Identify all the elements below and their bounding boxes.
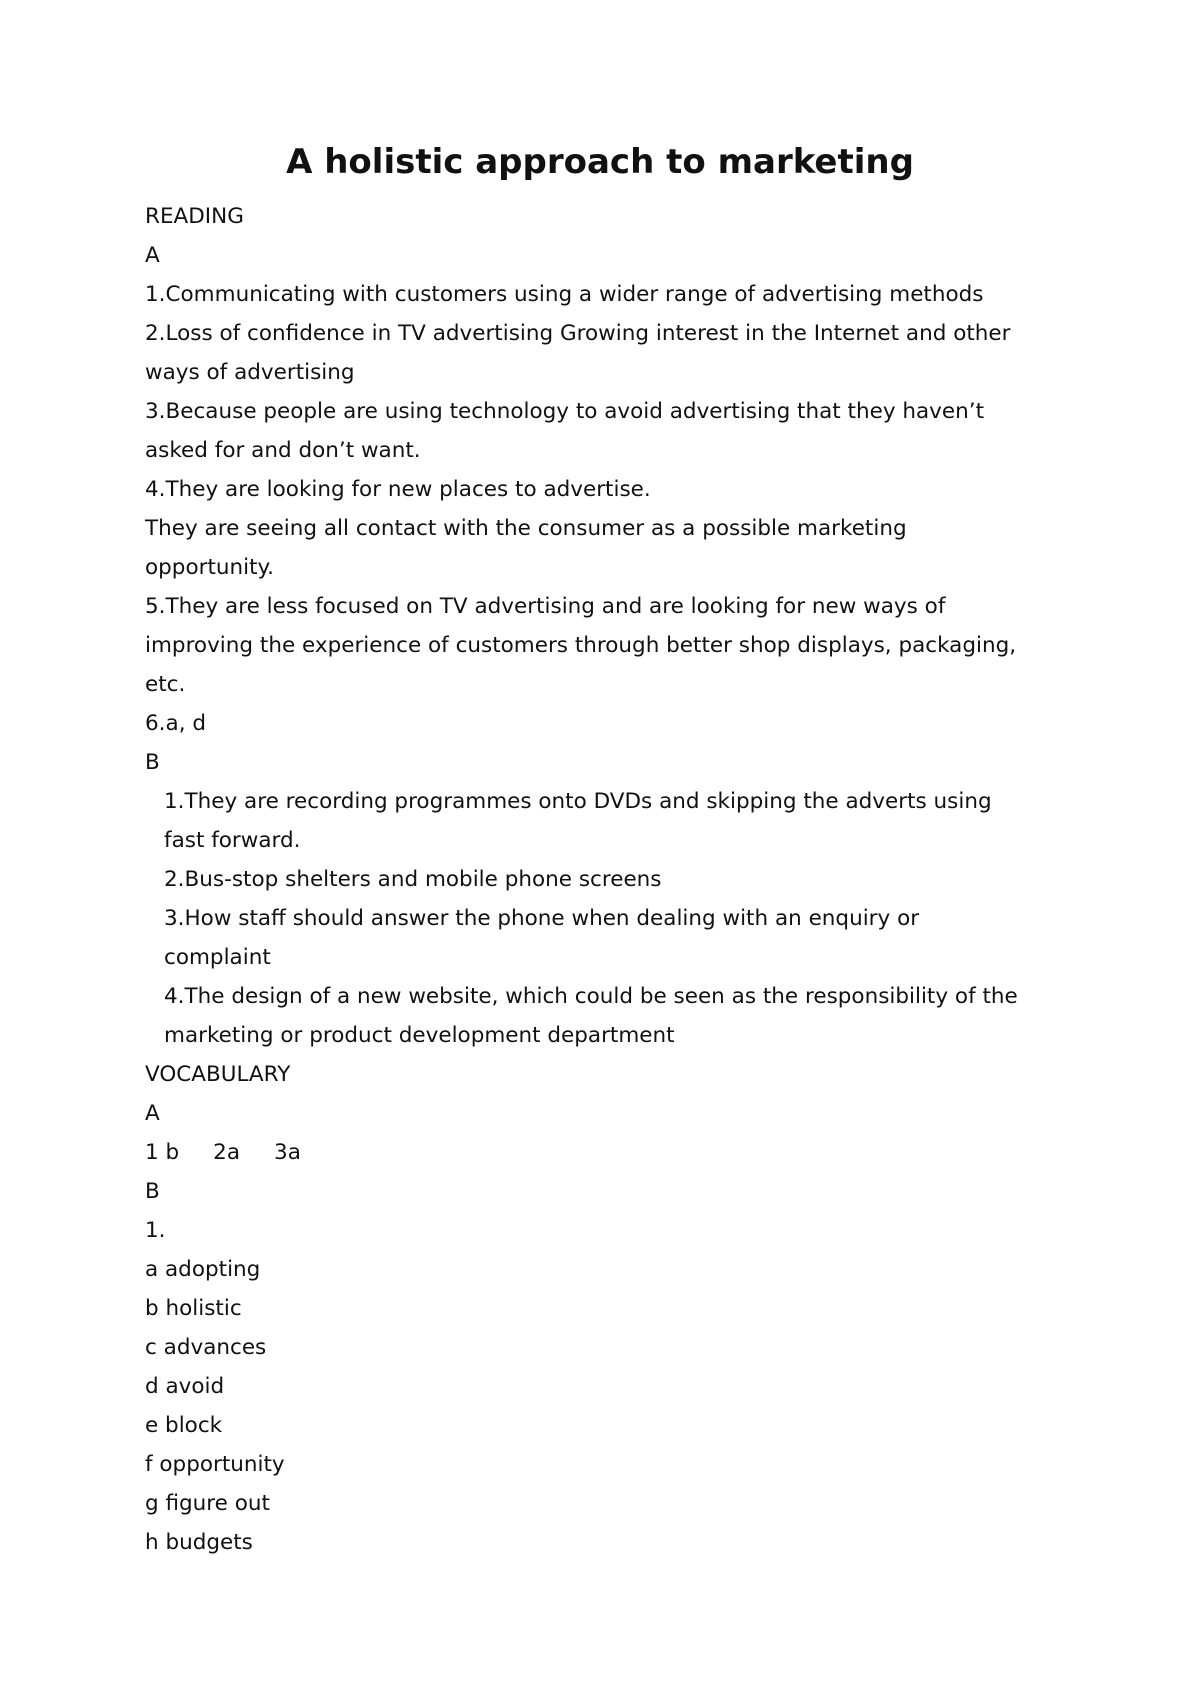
- vocabulary-b-item: h budgets: [145, 1530, 253, 1555]
- reading-section-a-label: A: [145, 243, 160, 268]
- reading-b-line: 1.They are recording programmes onto DVDs and skipping the adverts using: [164, 789, 992, 814]
- document-body: [145, 197, 1065, 1562]
- vocabulary-b-number: 1.: [145, 1218, 166, 1243]
- vocabulary-a-answer: 1 b: [145, 1140, 180, 1165]
- reading-section-b-label: B: [145, 750, 160, 775]
- vocabulary-b-item: g figure out: [145, 1491, 270, 1516]
- reading-b-line: complaint: [164, 945, 271, 970]
- vocabulary-b-item: e block: [145, 1413, 223, 1438]
- reading-heading: READING: [145, 204, 244, 229]
- reading-a-line: 1.Communicating with customers using a wider range of advertising methods: [145, 282, 984, 307]
- reading-b-line: marketing or product development department: [164, 1023, 675, 1048]
- vocabulary-a-answer: 2a: [213, 1140, 241, 1165]
- reading-a-line: etc.: [145, 672, 186, 697]
- vocabulary-section-b-label: B: [145, 1179, 160, 1204]
- reading-a-line: 2.Loss of confidence in TV advertising Growing interest in the Internet and other: [145, 321, 1011, 346]
- vocabulary-b-item: c advances: [145, 1335, 267, 1360]
- reading-b-line: 3.How staff should answer the phone when dealing with an enquiry or: [164, 906, 920, 931]
- vocabulary-a-answers: [145, 1133, 1065, 1172]
- reading-b-line: 2.Bus-stop shelters and mobile phone screens: [164, 867, 662, 892]
- reading-b-line: fast forward.: [164, 828, 301, 853]
- reading-a-line: asked for and don’t want.: [145, 438, 421, 463]
- vocabulary-a-answer: 3a: [274, 1140, 301, 1165]
- reading-b-line: 4.The design of a new website, which could be seen as the responsibility of the: [164, 984, 1018, 1009]
- reading-a-line: They are seeing all contact with the consumer as a possible marketing: [145, 516, 907, 541]
- reading-a-line: ways of advertising: [145, 360, 355, 385]
- reading-a-line: 4.They are looking for new places to advertise.: [145, 477, 651, 502]
- reading-a-line: opportunity.: [145, 555, 275, 580]
- vocabulary-heading: VOCABULARY: [145, 1062, 291, 1087]
- reading-a-line: 3.Because people are using technology to avoid advertising that they haven’t: [145, 399, 985, 424]
- vocabulary-b-item: f opportunity: [145, 1452, 285, 1477]
- document-title: A holistic approach to marketing: [286, 142, 914, 182]
- reading-a-line: 5.They are less focused on TV advertising and are looking for new ways of: [145, 594, 946, 619]
- vocabulary-b-item: b holistic: [145, 1296, 242, 1321]
- vocabulary-b-item: d avoid: [145, 1374, 225, 1399]
- reading-a-line: 6.a, d: [145, 711, 207, 736]
- reading-a-line: improving the experience of customers through better shop displays, packaging,: [145, 633, 1017, 658]
- vocabulary-section-a-label: A: [145, 1101, 160, 1126]
- vocabulary-b-item: a adopting: [145, 1257, 261, 1282]
